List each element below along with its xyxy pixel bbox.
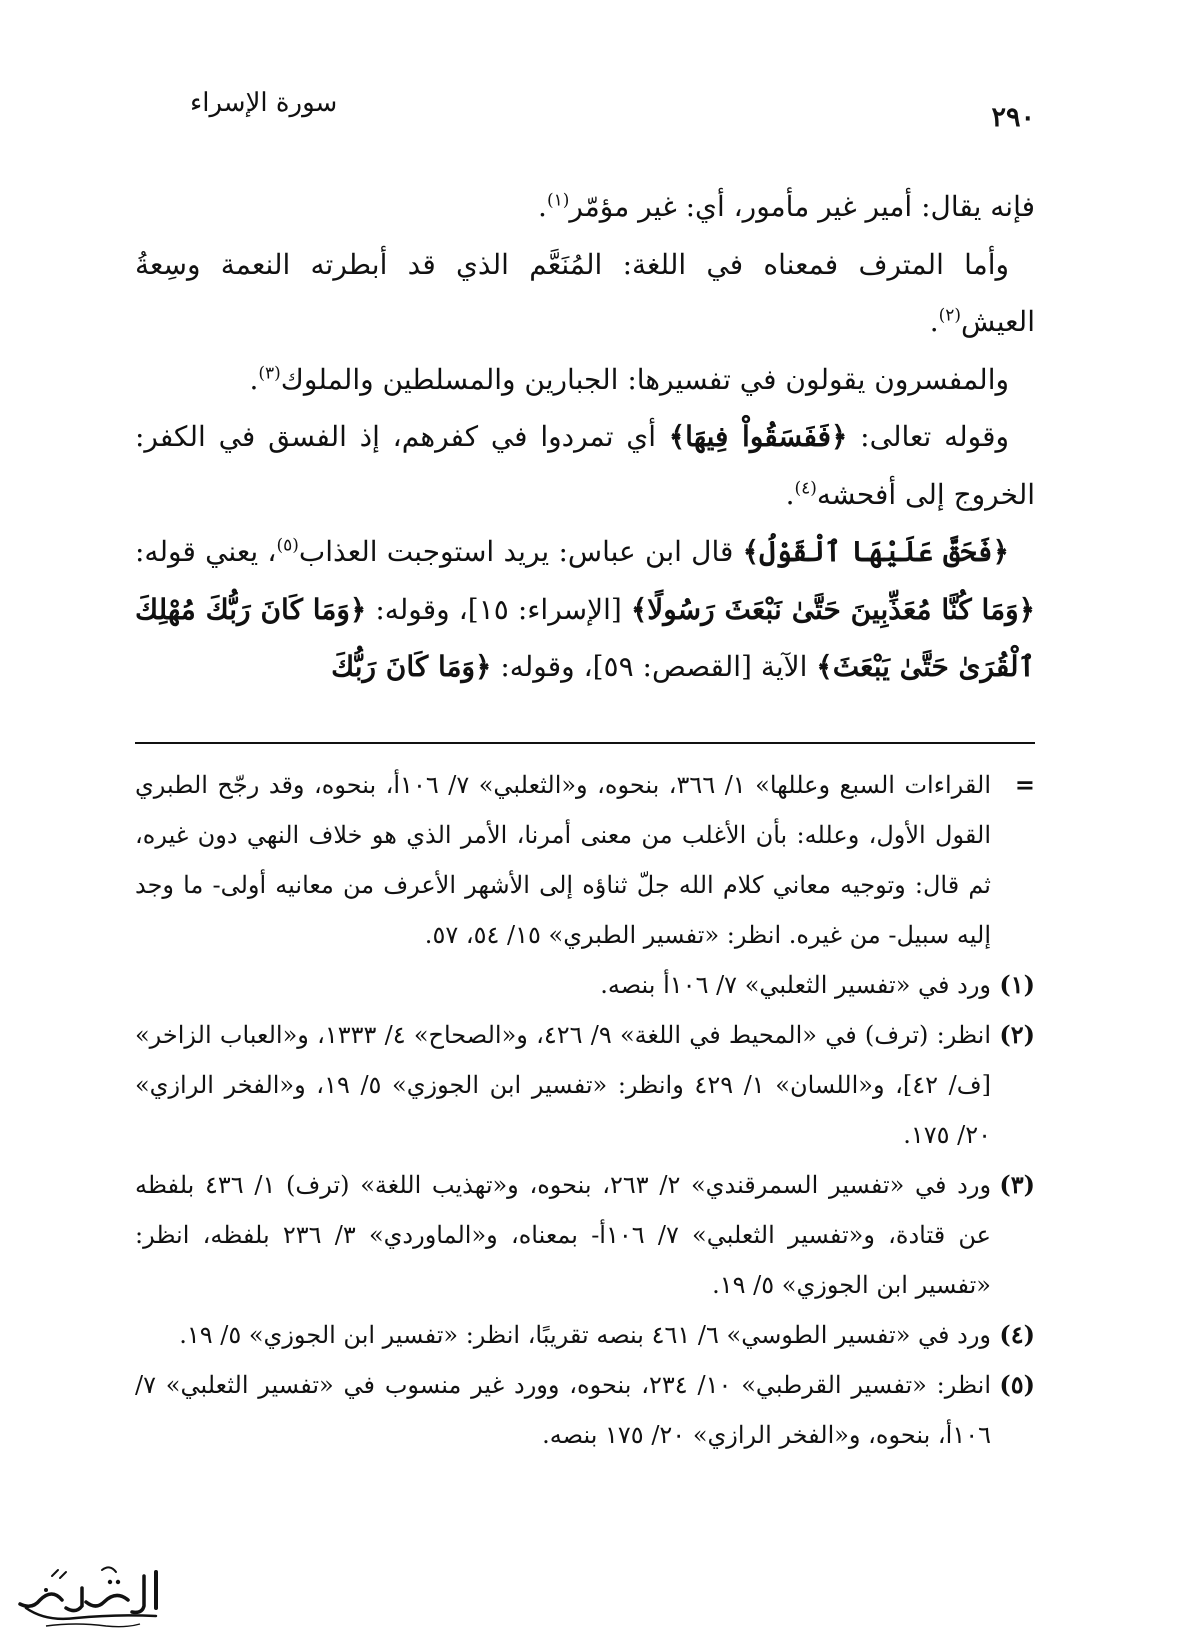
paragraph-2 xyxy=(135,236,1035,351)
footnote-5 xyxy=(135,1360,1035,1460)
footnote-4 xyxy=(135,1310,1035,1360)
footnote-text: ورد في «تفسير الثعلبي» ٧/ ١٠٦أ بنصه. xyxy=(600,971,991,999)
footnote-text: ورد في «تفسير الطوسي» ٦/ ٤٦١ بنصه تقريبًا، انظر: «تفسير ابن الجوزي» ٥/ ١٩. xyxy=(179,1321,991,1349)
footnote-ref-4: (٤) xyxy=(794,478,817,499)
footnote-1 xyxy=(135,960,1035,1010)
quran-quote: ﴿فَفَسَقُواْ فِيهَا﴾ xyxy=(668,420,848,453)
paragraph-3-end: . xyxy=(249,362,259,396)
paragraph-5-text: الآية [القصص: ٥٩]، وقوله: xyxy=(491,650,817,683)
footnote-continuation xyxy=(135,760,1035,960)
paragraph-2-end: . xyxy=(929,305,939,338)
paragraph-1-end: . xyxy=(538,190,547,223)
quran-quote: ﴿وَمَا كَانَ رَبُّكَ xyxy=(331,650,492,683)
footnote-marker: (٥) xyxy=(999,1370,1035,1399)
paragraph-3-text: والمفسرون يقولون في تفسيرها: الجبارين والمسلطين والملوك xyxy=(280,362,1009,396)
page-number: ٢٩٠ xyxy=(991,102,1035,133)
quran-quote: ﴿وَمَا كُنَّا مُعَذِّبِينَ حَتَّىٰ نَبْعَثَ رَسُولًا﴾ xyxy=(630,592,1036,626)
footnote-separator xyxy=(135,742,1035,744)
paragraph-5-text: ، يعني قوله: xyxy=(135,535,277,568)
footnote-3 xyxy=(135,1160,1035,1310)
footnote-ref-2: (٢) xyxy=(938,305,962,326)
footnote-2 xyxy=(135,1010,1035,1160)
footnote-ref-5: (٥) xyxy=(276,535,299,556)
paragraph-4 xyxy=(135,408,1035,523)
paragraph-5-text: [الإسراء: ١٥]، وقوله: xyxy=(366,592,631,626)
footnote-text: القراءات السبع وعللها» ١/ ٣٦٦، بنحوه، و«الثعلبي» ٧/ ١٠٦أ، بنحوه، وقد رجّح الطبري القول الأول، وعلله: بأن الأغلب من معنى أمرنا، الأمر الذي هو خلاف النهي دون غيره، ثم قال: وتوجيه معاني كلام الله جلّ ثناؤه إلى الأشهر الأعرف من معانيه أولى- ما وجد إليه سبيل- من غيره. انظر: «تفسير الطبري» ١٥/ ٥٤، ٥٧. xyxy=(135,771,992,949)
footnote-text: انظر: (ترف) في «المحيط في اللغة» ٩/ ٤٢٦، و«الصحاح» ٤/ ١٣٣٣، و«العباب الزاخر» [ف/ ٤٢]، و«اللسان» ١/ ٤٢٩ وانظر: «تفسير ابن الجوزي» ٥/ ١٩، و«الفخر الرازي» ٢٠/ ١٧٥. xyxy=(135,1021,991,1149)
footnote-marker: (٣) xyxy=(999,1170,1035,1199)
paragraph-1 xyxy=(135,178,1035,236)
paragraph-2-text: وأما المترف فمعناه في اللغة: المُنَعَّم الذي قد أبطرته النعمة وسِعةُ العيش xyxy=(135,247,1035,338)
paragraph-4-end: . xyxy=(785,477,795,511)
paragraph-5 xyxy=(135,523,1035,696)
footnote-text: ورد في «تفسير السمرقندي» ٢/ ٢٦٣، بنحوه، و«تهذيب اللغة» (ترف) ١/ ٤٣٦ بلفظه عن قتادة، و«تفسير الثعلبي» ٧/ ١٠٦أ- بمعناه، و«الماوردي» ٣/ ٢٣٦ بلفظه، انظر: «تفسير ابن الجوزي» ٥/ ١٩. xyxy=(135,1171,992,1299)
footnote-text: انظر: «تفسير القرطبي» ١٠/ ٢٣٤، بنحوه، وورد غير منسوب في «تفسير الثعلبي» ٧/ ١٠٦أ، بنحوه، و«الفخر الرازي» ٢٠/ ١٧٥ بنصه. xyxy=(135,1371,992,1449)
main-text xyxy=(135,178,1035,696)
footnote-marker: (٤) xyxy=(999,1320,1035,1349)
footnotes xyxy=(135,760,1035,1460)
paragraph-3 xyxy=(135,351,1035,409)
page-header xyxy=(150,88,1035,138)
quran-quote: ﴿فَحَقَّ عَلَيْهَا ٱلْقَوْلُ﴾ xyxy=(742,535,1009,568)
footnote-marker: (٢) xyxy=(999,1020,1035,1049)
paragraph-1-text: فإنه يقال: أمير غير مأمور، أي: غير مؤمّر xyxy=(569,190,1035,223)
paragraph-4-lead: وقوله تعالى: xyxy=(847,420,1009,453)
footnote-marker: = xyxy=(1014,770,1035,799)
footnote-ref-1: (١) xyxy=(546,190,570,211)
quran-quote: ﴿وَمَا كَانَ رَبُّكَ مُهْلِكَ ٱلْقُرَىٰ حَتَّىٰ يَبْعَثَ﴾ xyxy=(135,592,1035,683)
paragraph-5-text: قال ابن عباس: يريد استوجبت العذاب xyxy=(298,535,743,568)
paragraph-4-text: أي تمردوا في كفرهم، إذ الفسق في الكفر: الخروج إلى أفحشه xyxy=(135,420,1035,511)
calligraphy-logo-icon xyxy=(6,1560,166,1634)
running-title: سورة الإسراء xyxy=(190,88,338,118)
footnote-marker: (١) xyxy=(999,970,1035,999)
footnote-ref-3: (٣) xyxy=(258,363,281,384)
